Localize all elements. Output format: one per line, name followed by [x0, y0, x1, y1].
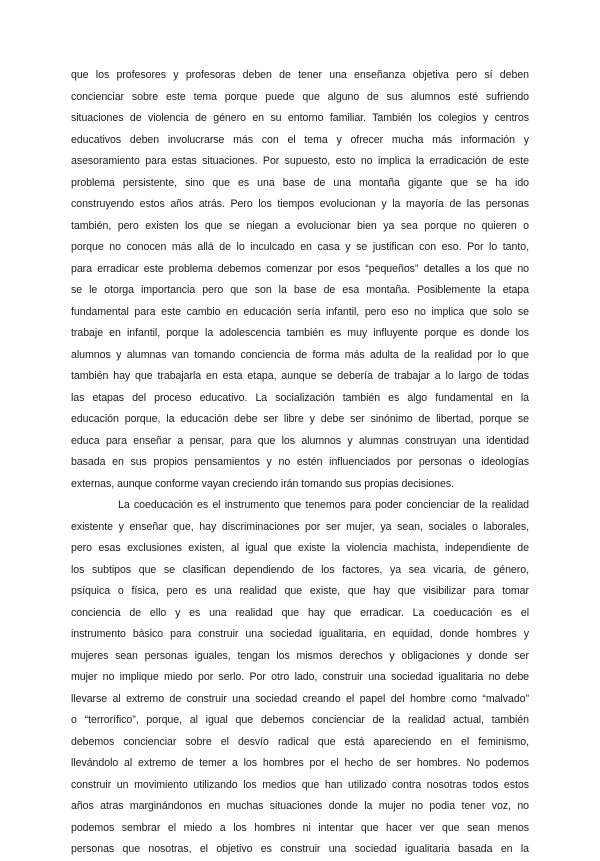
body-text — [71, 65, 529, 861]
text-line: basada en sus propios pensamientos y no estén influenciados por personas o ideologías — [71, 456, 529, 468]
text-line: las etapas del proceso educativo. La socialización también es algo fundamental en la — [71, 391, 529, 404]
paragraph — [71, 495, 529, 861]
text-line: problema persistente, sino que es una base de una montaña gigante que se ha ido — [71, 176, 529, 189]
text-line: instrumento básico para construir una sociedad igualitaria, en equidad, donde hombres y — [71, 628, 529, 640]
text-line: construyendo estos años atrás. Pero los tiempos evolucionan y la mayoría de las personas — [71, 198, 529, 210]
text-line: asesoramiento para estas situaciones. Por supuesto, esto no implica la erradicación de este — [71, 155, 529, 167]
text-line: alumnos y alumnas van tomando conciencia de forma más adulta de la realidad por lo que — [71, 348, 529, 361]
text-line: mujer no implique miedo por serlo. Por otro lado, construir una sociedad igualitaria no debe — [71, 671, 529, 683]
text-line: educativos deben involucrarse más con el tema y ofrecer mucha más información y — [71, 133, 529, 146]
text-line: fundamental para este cambio en educación sería infantil, pero eso no implica que solo se — [71, 305, 529, 318]
text-line: años atras marginándonos en muchas situaciones donde la mujer no podia tener voz, no — [71, 800, 529, 812]
text-line: llevándolo al extremo de temer a los hombres por el hecho de ser hombres. No podemos — [71, 757, 529, 769]
text-line: debemos concienciar sobre el desvío radical que está apareciendo en el feminismo, — [71, 735, 529, 748]
text-line: los subtipos que se clasifican dependiendo de los factores, ya sea vicaria, de género, — [71, 563, 529, 576]
text-line: porque no conocen más allá de lo inculcado en casa y se justifican con eso. Por lo tanto, — [71, 241, 529, 253]
text-line: personas que nosotras, el objetivo es construir una sociedad igualitaria basada en la — [71, 843, 529, 855]
text-line: trabaje en infantil, porque la adolescencia también es muy influyente porque es donde los — [71, 327, 529, 339]
text-line: construir un movimiento utilizando los medios que han utilizado contra nosotras todos estos — [71, 778, 529, 791]
text-line: que los profesores y profesoras deben de tener una enseñanza objetiva pero sí deben — [71, 69, 529, 81]
paragraph — [71, 65, 529, 495]
text-line: educación porque, la educación debe ser libre y debe ser sinónimo de libertad, porque se — [71, 413, 529, 425]
text-line: mujeres sean personas iguales, tengan los mismos derechos y obligaciones y donde ser — [71, 649, 529, 662]
text-line: externas, aunque conforme vayan creciendo irán tomando sus propias decisiones. — [71, 477, 455, 490]
text-line: podemos sembrar el miedo a los hombres ni intentar que hacer ver que sean menos — [71, 821, 529, 834]
text-line: La coeducación es el instrumento que tenemos para poder concienciar de la realidad — [118, 499, 529, 511]
text-line: también, pero existen los que se niegan a evolucionar bien ya sea porque no quieren o — [71, 219, 529, 232]
text-line: para erradicar este problema debemos comenzar por esos “pequeños” detalles a los que no — [71, 262, 529, 275]
text-line: psíquica o física, pero es una realidad que existe, que hay que visibilizar para tomar — [71, 585, 529, 597]
text-line: concienciar sobre este tema porque puede que alguno de sus alumnos esté sufriendo — [71, 90, 529, 103]
text-line: existente y enseñar que, hay discriminaciones por ser mujer, ya sean, sociales o laborales, — [71, 520, 529, 533]
text-line: se le otorga importancia pero que son la base de esa montaña. Posiblemente la etapa — [71, 284, 529, 296]
text-line: educa para enseñar a pensar, para que los alumnos y alumnas construyan una identidad — [71, 434, 529, 447]
text-line: también hay que trabajarla en esta etapa, aunque se debería de trabajar a lo largo de todas — [71, 370, 529, 382]
text-line: pero esas exclusiones existen, al igual que existe la violencia machista, independiente de — [71, 542, 529, 554]
text-line: o “terrorífico”, porque, al igual que debemos concienciar de la realidad actual, también — [71, 714, 529, 726]
text-line: llevarse al extremo de construir una sociedad creando el papel del hombre como “malvado” — [71, 692, 529, 705]
text-line: conciencia de ello y es una realidad que hay que erradicar. La coeducación es el — [71, 606, 529, 619]
text-line: situaciones de violencia de género en su entorno familiar. También los colegios y centros — [71, 112, 529, 124]
